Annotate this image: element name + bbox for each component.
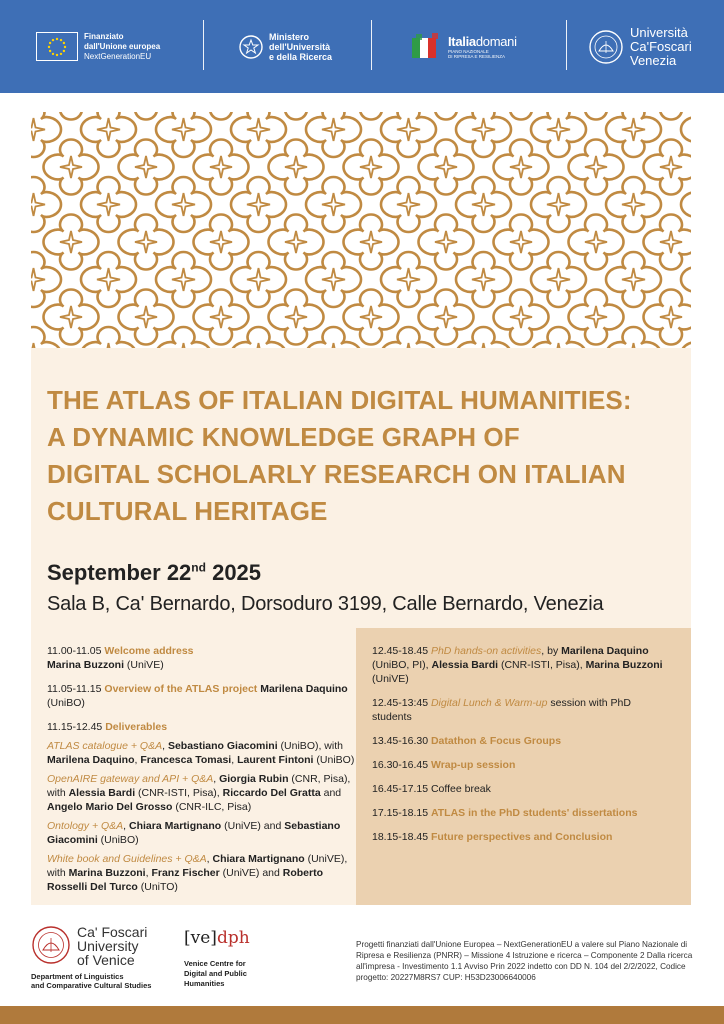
deliverable-entry: White book and Guidelines + Q&A, Chiara Martignano (UniVE), with Marina Buzzoni, Franz Fischer (UniVE) and Roberto Rosselli Del Turco (UniTO) bbox=[47, 853, 348, 893]
program-afternoon-box bbox=[356, 628, 691, 905]
program-entry: 16.30-16.45 Wrap-up session bbox=[372, 759, 516, 771]
mur-logo: Ministero dell'Università e della Ricerca bbox=[238, 0, 332, 93]
program-entry: 11.05-11.15 Overview of the ATLAS project Marilena Daquino (UniBO) bbox=[47, 683, 348, 709]
deliverable-entry: Ontology + Q&A, Chiara Martignano (UniVE) and Sebastiano Giacomini (UniBO) bbox=[47, 820, 341, 846]
eu-funding-text: Finanziato dall'Unione europea NextGenerationEU bbox=[84, 31, 161, 61]
event-panel bbox=[31, 112, 691, 905]
program-entry: 11.00-11.05 Welcome address Marina Buzzoni (UniVE) bbox=[47, 645, 194, 671]
program-entry: 12.45-18.45 PhD hands-on activities, by Marilena Daquino (UniBO, PI), Alessia Bardi (CNR-ISTI, Pisa), Marina Buzzoni (UniVE) bbox=[372, 645, 663, 685]
funding-disclaimer: Progetti finanziati dall'Unione Europea – NextGenerationEU a valere sul Piano Nazionale di Ripresa e Resilienza (PNRR) – Missione 4 Istruzione e ricerca – Componente 2 Dalla ricerca all'impresa - Investimento 1.1 Avviso Prin 2022 indetto con DD N. 104 del 2/2/2022, Codice progetto: 20227M8RS7 CUP: H53D23006640006 bbox=[356, 940, 693, 982]
program-entry: 17.15-18.15 ATLAS in the PhD students' dissertations bbox=[372, 807, 638, 819]
header-divider bbox=[371, 20, 372, 70]
vedph-logo: [ve]dph bbox=[184, 928, 250, 948]
program-entry: 16.45-17.15 Coffee break bbox=[372, 783, 491, 795]
program-morning bbox=[47, 644, 355, 899]
vedph-name: Venice Centre for Digital and Public Humanities bbox=[184, 959, 247, 988]
program-entry: 18.15-18.45 Future perspectives and Conclusion bbox=[372, 831, 613, 843]
bottom-bar bbox=[0, 1006, 724, 1024]
program-entry: 11.15-12.45 Deliverables bbox=[47, 721, 168, 733]
italia-domani-logo: Italiadomani PIANO NAZIONALE DI RIPRESA E RESILIENZA bbox=[410, 0, 517, 93]
italia-domani-flag-icon bbox=[410, 32, 444, 62]
program-afternoon bbox=[372, 644, 672, 854]
program-entry: 12.45-13:45 Digital Lunch & Warm-up session with PhD students bbox=[372, 697, 631, 723]
eu-funding-logo bbox=[36, 0, 160, 93]
quatrefoil-pattern-graphic bbox=[31, 112, 691, 348]
event-date: September 22nd 2025 bbox=[47, 560, 262, 585]
ucf-footer-logo: Ca' Foscari University of Venice bbox=[31, 925, 147, 967]
ucf-header-logo: Università Ca'Foscari Venezia bbox=[588, 0, 692, 93]
italian-emblem-icon bbox=[238, 34, 264, 60]
university-seal-icon bbox=[588, 29, 624, 65]
program-entry: 13.45-16.30 Datathon & Focus Groups bbox=[372, 735, 562, 747]
deliverable-entry: ATLAS catalogue + Q&A, Sebastiano Giacomini (UniBO), with Marilena Daquino, Francesca Tomasi, Laurent Fintoni (UniBO) bbox=[47, 740, 355, 766]
event-venue: Sala B, Ca' Bernardo, Dorsoduro 3199, Calle Bernardo, Venezia bbox=[47, 593, 604, 615]
header-bar bbox=[0, 0, 724, 93]
eu-flag-icon bbox=[36, 32, 78, 61]
department-name: Department of Linguistics and Comparative Cultural Studies bbox=[31, 972, 152, 990]
header-divider bbox=[203, 20, 204, 70]
deliverable-entry: OpenAIRE gateway and API + Q&A, Giorgia Rubin (CNR, Pisa), with Alessia Bardi (CNR-ISTI, Pisa), Riccardo Del Gratta and Angelo Mario Del Grosso (CNR-ILC, Pisa) bbox=[47, 773, 351, 813]
university-seal-icon bbox=[31, 925, 71, 965]
header-divider bbox=[566, 20, 567, 70]
event-title: THE ATLAS OF ITALIAN DIGITAL HUMANITIES: A DYNAMIC KNOWLEDGE GRAPH OF DIGITAL SCHOLARLY RESEARCH ON ITALIAN CULTURAL HERITAGE bbox=[47, 385, 632, 526]
